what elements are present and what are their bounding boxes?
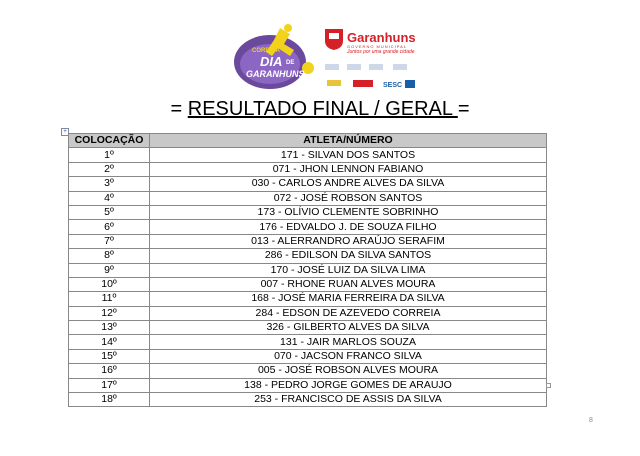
table-row: [69, 349, 547, 363]
table-row: [69, 393, 547, 407]
athlete-cell: 007 - RHONE RUAN ALVES MOURA: [150, 277, 547, 291]
table-row: [69, 292, 547, 306]
event-logo-line4: GARANHUNS: [246, 69, 305, 79]
placement-cell: 6º: [69, 220, 150, 234]
athlete-cell: 284 - EDSON DE AZEVEDO CORREIA: [150, 306, 547, 320]
table-row: [69, 306, 547, 320]
title-text: RESULTADO FINAL / GERAL: [187, 98, 458, 120]
title-prefix: =: [170, 98, 188, 120]
table-row: [69, 162, 547, 176]
placement-cell: 11º: [69, 292, 150, 306]
table-row: [69, 321, 547, 335]
event-logo-line3: DE: [286, 60, 295, 66]
city-tagline: Juntos por uma grande cidade: [347, 49, 415, 55]
event-logo-line1: CORRIDA: [252, 48, 280, 54]
table-resize-handle[interactable]: [546, 383, 551, 388]
athlete-cell: 013 - ALERRANDRO ARAÚJO SERAFIM: [150, 234, 547, 248]
event-logo-line2: DIA: [260, 54, 283, 69]
athlete-cell: 286 - EDILSON DA SILVA SANTOS: [150, 249, 547, 263]
placement-cell: 3º: [69, 177, 150, 191]
placement-cell: 12º: [69, 306, 150, 320]
results-table: [68, 133, 547, 407]
athlete-cell: 173 - OLÍVIO CLEMENTE SOBRINHO: [150, 205, 547, 219]
page-title: [0, 98, 640, 121]
city-subtitle: GOVERNO MUNICIPAL: [347, 44, 408, 49]
athlete-cell: 171 - SILVAN DOS SANTOS: [150, 148, 547, 162]
table-row: [69, 263, 547, 277]
event-logo: [230, 22, 322, 92]
athlete-cell: 030 - CARLOS ANDRE ALVES DA SILVA: [150, 177, 547, 191]
sponsor-logos: [323, 77, 423, 91]
table-row: [69, 148, 547, 162]
athlete-cell: 176 - EDVALDO J. DE SOUZA FILHO: [150, 220, 547, 234]
city-logo: [323, 25, 428, 95]
table-row: [69, 205, 547, 219]
placement-cell: 2º: [69, 162, 150, 176]
athlete-cell: 170 - JOSÉ LUIZ DA SILVA LIMA: [150, 263, 547, 277]
placement-cell: 17º: [69, 378, 150, 392]
placement-cell: 16º: [69, 364, 150, 378]
table-row: [69, 364, 547, 378]
athlete-cell: 326 - GILBERTO ALVES DA SILVA: [150, 321, 547, 335]
table-row: [69, 234, 547, 248]
placement-cell: 8º: [69, 249, 150, 263]
athlete-cell: 071 - JHON LENNON FABIANO: [150, 162, 547, 176]
city-name: Garanhuns: [347, 30, 416, 45]
athlete-cell: 138 - PEDRO JORGE GOMES DE ARAUJO: [150, 378, 547, 392]
athlete-cell: 070 - JACSON FRANCO SILVA: [150, 349, 547, 363]
city-crest-icon: [323, 27, 345, 51]
placement-cell: 1º: [69, 148, 150, 162]
athlete-cell: 005 - JOSÉ ROBSON ALVES MOURA: [150, 364, 547, 378]
header-placement: COLOCAÇÃO: [69, 134, 150, 148]
table-row: [69, 177, 547, 191]
table-move-handle[interactable]: +: [61, 128, 69, 136]
table-row: [69, 220, 547, 234]
page-number: 8: [589, 417, 593, 424]
placement-cell: 4º: [69, 191, 150, 205]
placement-cell: 7º: [69, 234, 150, 248]
secretariat-logos: [323, 63, 423, 73]
title-suffix: =: [457, 98, 470, 120]
table-row: [69, 249, 547, 263]
athlete-cell: 168 - JOSÉ MARIA FERREIRA DA SILVA: [150, 292, 547, 306]
header-athlete: ATLETA/NÚMERO: [150, 134, 547, 148]
placement-cell: 18º: [69, 393, 150, 407]
table-header-row: [69, 134, 547, 148]
table-row: [69, 335, 547, 349]
table-row: [69, 191, 547, 205]
placement-cell: 9º: [69, 263, 150, 277]
placement-cell: 10º: [69, 277, 150, 291]
placement-cell: 14º: [69, 335, 150, 349]
placement-cell: 15º: [69, 349, 150, 363]
athlete-cell: 253 - FRANCISCO DE ASSIS DA SILVA: [150, 393, 547, 407]
table-row: [69, 277, 547, 291]
sponsor-sesc: SESC: [383, 82, 403, 89]
placement-cell: 5º: [69, 205, 150, 219]
athlete-cell: 131 - JAIR MARLOS SOUZA: [150, 335, 547, 349]
athlete-cell: 072 - JOSÉ ROBSON SANTOS: [150, 191, 547, 205]
placement-cell: 13º: [69, 321, 150, 335]
table-row: [69, 378, 547, 392]
